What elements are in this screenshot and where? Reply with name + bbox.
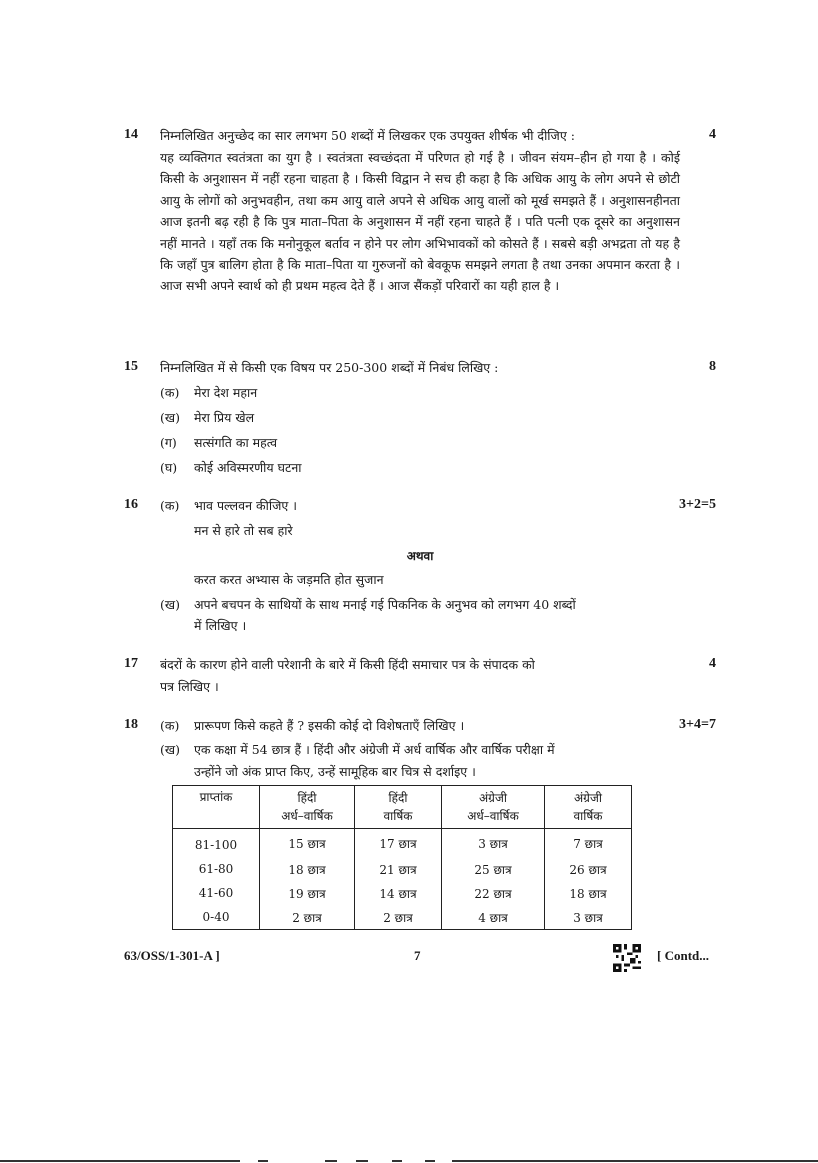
essay-option: [160, 384, 257, 401]
question-number: 18: [124, 717, 138, 732]
question-marks: 4: [709, 656, 716, 671]
question-number: 14: [124, 127, 138, 142]
subquestion-text-cont: उन्होंने जो अंक प्राप्त किए, उन्हें सामूहिक बार चित्र से दर्शाइए ।: [194, 764, 476, 779]
table-cell: 3 छात्र: [545, 905, 632, 930]
subquestion-label: (ख): [160, 742, 180, 757]
table-cell: 3 छात्र: [442, 829, 545, 858]
alt-phrase-text: करत करत अभ्यास के जड़मति होत सुजान: [194, 572, 384, 587]
table-row: [173, 829, 632, 858]
option-label: (ग): [160, 435, 177, 450]
subquestion-a: [160, 497, 297, 514]
header-line: प्राप्तांक: [199, 790, 233, 804]
table-cell: 61-80: [173, 857, 260, 881]
table-header-cell: [442, 786, 545, 829]
header-line: वार्षिक: [573, 809, 603, 823]
option-text: सत्संगति का महत्व: [194, 435, 278, 450]
table-cell: 2 छात्र: [260, 905, 355, 930]
table-row: [173, 881, 632, 905]
page-edge-rule: [0, 1160, 240, 1162]
page-edge-rule: [325, 1160, 337, 1162]
header-line: हिंदी: [297, 791, 317, 805]
qr-code-icon: [612, 944, 642, 972]
table-cell: 26 छात्र: [545, 857, 632, 881]
header-line: अर्ध–वार्षिक: [467, 809, 519, 823]
table-cell: 21 छात्र: [355, 857, 442, 881]
subquestion-text-cont: में लिखिए ।: [194, 618, 247, 633]
option-text: मेरा देश महान: [194, 385, 258, 400]
header-line: अंग्रेजी: [479, 791, 507, 805]
table-cell: 18 छात्र: [545, 881, 632, 905]
passage-text: यह व्यक्तिगत स्वतंत्रता का युग है । स्वतंत्रता स्वच्छंदता में परिणत हो गई है । जीवन संयम–हीन हो गया है । कोई किसी के अनुशासन में नहीं रहना चाहता है । किसी विद्वान ने सच ही कहा है कि अधिक आयु के लोग अपने से छोटी आयु के लोगों को अनुभवहीन, तथा कम आयु वाले अपने से अधिक आयु वालों को मूर्ख समझते हैं । अनुशासनहीनता आज इतनी बढ़ रही है कि पुत्र माता–पिता के अनुशासन में नहीं रहना चाहते हैं । पति पत्नी एक दूसरे का अनुशासन नहीं मानते । यहाँ तक कि मनोनुकूल बर्ताव न होने पर लोग अभिभावकों को कोसते हैं । सबसे बड़ी अभद्रता तो यह है कि जहाँ पुत्र बालिग होता है कि माता–पिता या गुरुजनों को बेवकूफ समझने लगता है तथा उनका अपमान करता है । आज सभी अपने स्वार्थ को ही प्रथम महत्व देते हैं । आज सैंकड़ों परिवारों का यही हाल है ।: [160, 150, 680, 294]
table-cell: 81-100: [173, 829, 260, 858]
table-header-cell: [173, 786, 260, 829]
subquestion-text: प्रारूपण किसे कहते हैं ? इसकी कोई दो विशेषताएँ लिखिए ।: [194, 718, 465, 733]
subquestion-label: (क): [160, 498, 180, 513]
table-cell: 15 छात्र: [260, 829, 355, 858]
option-label: (क): [160, 385, 180, 400]
table-header-cell: [545, 786, 632, 829]
question-number: 15: [124, 359, 138, 374]
table-cell: 2 छात्र: [355, 905, 442, 930]
question-marks: 4: [709, 127, 716, 142]
table-header-cell: [260, 786, 355, 829]
header-line: अर्ध–वार्षिक: [281, 809, 333, 823]
subquestion-b: [160, 596, 576, 613]
essay-option: [160, 434, 277, 451]
question-15: [124, 359, 720, 479]
essay-option: [160, 459, 302, 476]
table-cell: 7 छात्र: [545, 829, 632, 858]
page-edge-rule: [356, 1160, 368, 1162]
subquestion-text: भाव पल्लवन कीजिए ।: [194, 498, 297, 513]
question-prompt: निम्नलिखित अनुच्छेद का सार लगभग 50 शब्दों में लिखकर एक उपयुक्त शीर्षक भी दीजिए :: [160, 128, 575, 143]
header-line: हिंदी: [388, 791, 408, 805]
subquestion-text: एक कक्षा में 54 छात्र हैं । हिंदी और अंग्रेजी में अर्ध वार्षिक और वार्षिक परीक्षा में: [194, 742, 555, 757]
page-edge-rule: [392, 1160, 402, 1162]
table-cell: 19 छात्र: [260, 881, 355, 905]
option-label: (घ): [160, 460, 178, 475]
paper-code: 63/OSS/1-301-A ]: [124, 948, 220, 963]
page-edge-rule: [258, 1160, 268, 1162]
table-row: [173, 905, 632, 930]
question-marks: 3+2=5: [679, 497, 716, 512]
table-cell: 17 छात्र: [355, 829, 442, 858]
phrase-text: मन से हारे तो सब हारे: [194, 523, 293, 538]
essay-option: [160, 409, 254, 426]
option-label: (ख): [160, 410, 180, 425]
question-marks: 3+4=7: [679, 717, 716, 732]
question-17: [124, 656, 720, 701]
subquestion-b: [160, 741, 555, 758]
page-edge-rule: [425, 1160, 435, 1162]
header-line: वार्षिक: [383, 809, 413, 823]
table-cell: 0-40: [173, 905, 260, 930]
question-marks: 8: [709, 359, 716, 374]
question-14: [124, 127, 720, 342]
question-prompt: निम्नलिखित में से किसी एक विषय पर 250-300 शब्दों में निबंध लिखिए :: [160, 360, 499, 375]
question-text-cont: पत्र लिखिए ।: [160, 679, 219, 694]
subquestion-label: (ख): [160, 597, 180, 612]
header-line: अंग्रेजी: [574, 791, 602, 805]
table-cell: 18 छात्र: [260, 857, 355, 881]
table-cell: 25 छात्र: [442, 857, 545, 881]
table-header-cell: [355, 786, 442, 829]
option-text: कोई अविस्मरणीय घटना: [194, 460, 302, 475]
table-row: [173, 857, 632, 881]
subquestion-a: [160, 717, 464, 734]
question-18: [124, 717, 720, 932]
question-text: बंदरों के कारण होने वाली परेशानी के बारे में किसी हिंदी समाचार पत्र के संपादक को: [160, 657, 535, 672]
table-cell: 4 छात्र: [442, 905, 545, 930]
or-divider: अथवा: [406, 549, 434, 563]
page-number: 7: [414, 948, 421, 963]
continued-marker: [ Contd...: [657, 948, 710, 963]
subquestion-label: (क): [160, 718, 180, 733]
question-16: [124, 497, 720, 637]
page-edge-rule: [452, 1160, 818, 1162]
marks-table: [172, 785, 632, 930]
question-number: 16: [124, 497, 138, 512]
table-cell: 41-60: [173, 881, 260, 905]
question-number: 17: [124, 656, 138, 671]
option-text: मेरा प्रिय खेल: [194, 410, 255, 425]
table-cell: 14 छात्र: [355, 881, 442, 905]
table-cell: 22 छात्र: [442, 881, 545, 905]
table-header-row: [173, 786, 632, 829]
subquestion-text: अपने बचपन के साथियों के साथ मनाई गई पिकनिक के अनुभव को लगभग 40 शब्दों: [194, 597, 576, 612]
